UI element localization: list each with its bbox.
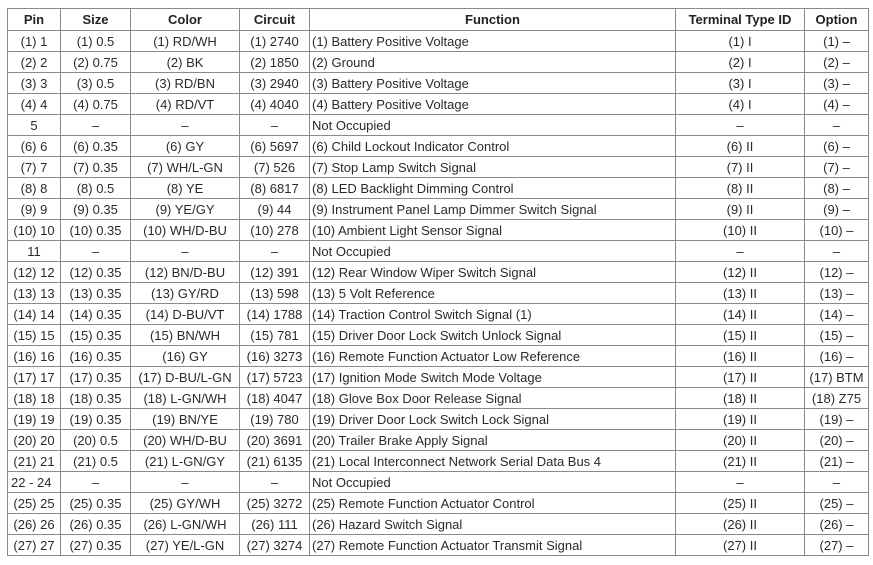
table-row [8, 241, 869, 262]
cell-pin: 22 - 24 [8, 472, 61, 493]
cell-size: (19) 0.35 [61, 409, 131, 430]
cell-pin: (1) 1 [8, 31, 61, 52]
cell-color: (16) GY [131, 346, 240, 367]
table-row [8, 346, 869, 367]
column-header-option: Option [805, 9, 869, 31]
cell-size: (6) 0.35 [61, 136, 131, 157]
cell-function: (6) Child Lockout Indicator Control [310, 136, 676, 157]
cell-size: (20) 0.5 [61, 430, 131, 451]
cell-terminal-type-id: (7) II [676, 157, 805, 178]
cell-option: (13) – [805, 283, 869, 304]
cell-circuit: (8) 6817 [240, 178, 310, 199]
cell-option: – [805, 241, 869, 262]
cell-option: (19) – [805, 409, 869, 430]
table-row [8, 514, 869, 535]
header-row [8, 9, 869, 31]
cell-option: (17) BTM [805, 367, 869, 388]
cell-size: (27) 0.35 [61, 535, 131, 556]
cell-function: (2) Ground [310, 52, 676, 73]
cell-option: (12) – [805, 262, 869, 283]
cell-circuit: (12) 391 [240, 262, 310, 283]
table-row [8, 430, 869, 451]
cell-function: (18) Glove Box Door Release Signal [310, 388, 676, 409]
cell-option: (25) – [805, 493, 869, 514]
cell-color: – [131, 115, 240, 136]
cell-size: – [61, 241, 131, 262]
cell-size: – [61, 472, 131, 493]
cell-terminal-type-id: (21) II [676, 451, 805, 472]
cell-terminal-type-id: (15) II [676, 325, 805, 346]
cell-size: (7) 0.35 [61, 157, 131, 178]
cell-color: (9) YE/GY [131, 199, 240, 220]
cell-circuit: (4) 4040 [240, 94, 310, 115]
cell-terminal-type-id: (20) II [676, 430, 805, 451]
cell-circuit: (13) 598 [240, 283, 310, 304]
cell-pin: (17) 17 [8, 367, 61, 388]
cell-pin: (14) 14 [8, 304, 61, 325]
cell-option: (8) – [805, 178, 869, 199]
column-header-circuit: Circuit [240, 9, 310, 31]
cell-terminal-type-id: (4) I [676, 94, 805, 115]
table-row [8, 262, 869, 283]
cell-size: (12) 0.35 [61, 262, 131, 283]
cell-pin: 5 [8, 115, 61, 136]
table-row [8, 31, 869, 52]
cell-color: (7) WH/L-GN [131, 157, 240, 178]
cell-pin: (2) 2 [8, 52, 61, 73]
cell-color: (19) BN/YE [131, 409, 240, 430]
cell-function: (20) Trailer Brake Apply Signal [310, 430, 676, 451]
cell-function: (8) LED Backlight Dimming Control [310, 178, 676, 199]
cell-pin: (10) 10 [8, 220, 61, 241]
cell-circuit: (25) 3272 [240, 493, 310, 514]
cell-circuit: (14) 1788 [240, 304, 310, 325]
cell-terminal-type-id: – [676, 115, 805, 136]
cell-pin: (19) 19 [8, 409, 61, 430]
cell-terminal-type-id: (12) II [676, 262, 805, 283]
cell-size: (3) 0.5 [61, 73, 131, 94]
cell-pin: (21) 21 [8, 451, 61, 472]
cell-terminal-type-id: (2) I [676, 52, 805, 73]
cell-color: (14) D-BU/VT [131, 304, 240, 325]
cell-function: Not Occupied [310, 241, 676, 262]
table-row [8, 388, 869, 409]
cell-color: – [131, 472, 240, 493]
cell-function: (14) Traction Control Switch Signal (1) [310, 304, 676, 325]
cell-terminal-type-id: (8) II [676, 178, 805, 199]
table-row [8, 283, 869, 304]
cell-size: (1) 0.5 [61, 31, 131, 52]
column-header-function: Function [310, 9, 676, 31]
table-row [8, 325, 869, 346]
cell-option: (15) – [805, 325, 869, 346]
cell-option: (14) – [805, 304, 869, 325]
cell-pin: (8) 8 [8, 178, 61, 199]
cell-color: (12) BN/D-BU [131, 262, 240, 283]
cell-function: (25) Remote Function Actuator Control [310, 493, 676, 514]
table-row [8, 472, 869, 493]
table-body [8, 31, 869, 556]
cell-circuit: (19) 780 [240, 409, 310, 430]
cell-size: (8) 0.5 [61, 178, 131, 199]
cell-function: (26) Hazard Switch Signal [310, 514, 676, 535]
cell-option: (26) – [805, 514, 869, 535]
cell-color: (20) WH/D-BU [131, 430, 240, 451]
cell-terminal-type-id: (3) I [676, 73, 805, 94]
cell-circuit: (7) 526 [240, 157, 310, 178]
cell-option: (21) – [805, 451, 869, 472]
cell-terminal-type-id: (10) II [676, 220, 805, 241]
cell-pin: (26) 26 [8, 514, 61, 535]
cell-option: (4) – [805, 94, 869, 115]
cell-color: (25) GY/WH [131, 493, 240, 514]
cell-circuit: – [240, 472, 310, 493]
cell-color: (27) YE/L-GN [131, 535, 240, 556]
cell-pin: (7) 7 [8, 157, 61, 178]
cell-terminal-type-id: (6) II [676, 136, 805, 157]
table-row [8, 115, 869, 136]
cell-circuit: (3) 2940 [240, 73, 310, 94]
table-row [8, 136, 869, 157]
table-row [8, 220, 869, 241]
column-header-pin: Pin [8, 9, 61, 31]
cell-circuit: (27) 3274 [240, 535, 310, 556]
cell-terminal-type-id: (14) II [676, 304, 805, 325]
cell-color: (13) GY/RD [131, 283, 240, 304]
cell-terminal-type-id: (13) II [676, 283, 805, 304]
cell-pin: 11 [8, 241, 61, 262]
cell-option: (16) – [805, 346, 869, 367]
table-row [8, 409, 869, 430]
cell-terminal-type-id: – [676, 472, 805, 493]
table-row [8, 199, 869, 220]
cell-size: (25) 0.35 [61, 493, 131, 514]
cell-size: (10) 0.35 [61, 220, 131, 241]
cell-function: (27) Remote Function Actuator Transmit Signal [310, 535, 676, 556]
cell-circuit: (15) 781 [240, 325, 310, 346]
table-row [8, 94, 869, 115]
cell-function: (3) Battery Positive Voltage [310, 73, 676, 94]
cell-size: (16) 0.35 [61, 346, 131, 367]
cell-function: (4) Battery Positive Voltage [310, 94, 676, 115]
cell-size: (4) 0.75 [61, 94, 131, 115]
cell-size: (13) 0.35 [61, 283, 131, 304]
cell-color: (18) L-GN/WH [131, 388, 240, 409]
cell-pin: (4) 4 [8, 94, 61, 115]
cell-circuit: (18) 4047 [240, 388, 310, 409]
cell-function: (16) Remote Function Actuator Low Reference [310, 346, 676, 367]
cell-terminal-type-id: (18) II [676, 388, 805, 409]
column-header-color: Color [131, 9, 240, 31]
cell-pin: (13) 13 [8, 283, 61, 304]
cell-circuit: – [240, 115, 310, 136]
cell-color: (6) GY [131, 136, 240, 157]
cell-pin: (6) 6 [8, 136, 61, 157]
column-header-size: Size [61, 9, 131, 31]
table-row [8, 73, 869, 94]
cell-function: Not Occupied [310, 472, 676, 493]
cell-color: (10) WH/D-BU [131, 220, 240, 241]
cell-option: – [805, 115, 869, 136]
cell-circuit: – [240, 241, 310, 262]
cell-size: (2) 0.75 [61, 52, 131, 73]
cell-function: Not Occupied [310, 115, 676, 136]
cell-circuit: (21) 6135 [240, 451, 310, 472]
table-row [8, 178, 869, 199]
cell-terminal-type-id: (27) II [676, 535, 805, 556]
cell-size: (18) 0.35 [61, 388, 131, 409]
table-row [8, 367, 869, 388]
cell-terminal-type-id: (26) II [676, 514, 805, 535]
cell-option: – [805, 472, 869, 493]
cell-option: (20) – [805, 430, 869, 451]
cell-function: (10) Ambient Light Sensor Signal [310, 220, 676, 241]
cell-color: (2) BK [131, 52, 240, 73]
table-row [8, 157, 869, 178]
cell-option: (18) Z75 [805, 388, 869, 409]
cell-option: (9) – [805, 199, 869, 220]
cell-pin: (12) 12 [8, 262, 61, 283]
cell-color: (26) L-GN/WH [131, 514, 240, 535]
cell-terminal-type-id: (1) I [676, 31, 805, 52]
cell-pin: (25) 25 [8, 493, 61, 514]
table-row [8, 451, 869, 472]
cell-option: (2) – [805, 52, 869, 73]
cell-pin: (3) 3 [8, 73, 61, 94]
cell-function: (1) Battery Positive Voltage [310, 31, 676, 52]
cell-function: (7) Stop Lamp Switch Signal [310, 157, 676, 178]
cell-pin: (18) 18 [8, 388, 61, 409]
cell-color: (17) D-BU/L-GN [131, 367, 240, 388]
cell-terminal-type-id: (17) II [676, 367, 805, 388]
cell-terminal-type-id: (19) II [676, 409, 805, 430]
cell-terminal-type-id: (25) II [676, 493, 805, 514]
cell-option: (1) – [805, 31, 869, 52]
table-row [8, 535, 869, 556]
cell-circuit: (16) 3273 [240, 346, 310, 367]
cell-pin: (16) 16 [8, 346, 61, 367]
column-header-terminal-type-id: Terminal Type ID [676, 9, 805, 31]
cell-size: – [61, 115, 131, 136]
cell-color: (21) L-GN/GY [131, 451, 240, 472]
cell-function: (17) Ignition Mode Switch Mode Voltage [310, 367, 676, 388]
cell-option: (3) – [805, 73, 869, 94]
cell-size: (15) 0.35 [61, 325, 131, 346]
cell-size: (14) 0.35 [61, 304, 131, 325]
cell-circuit: (20) 3691 [240, 430, 310, 451]
cell-terminal-type-id: – [676, 241, 805, 262]
cell-terminal-type-id: (16) II [676, 346, 805, 367]
cell-circuit: (1) 2740 [240, 31, 310, 52]
cell-pin: (27) 27 [8, 535, 61, 556]
cell-size: (9) 0.35 [61, 199, 131, 220]
cell-color: (15) BN/WH [131, 325, 240, 346]
cell-option: (10) – [805, 220, 869, 241]
cell-circuit: (2) 1850 [240, 52, 310, 73]
cell-size: (21) 0.5 [61, 451, 131, 472]
table-row [8, 52, 869, 73]
cell-function: (9) Instrument Panel Lamp Dimmer Switch Signal [310, 199, 676, 220]
cell-circuit: (6) 5697 [240, 136, 310, 157]
cell-option: (6) – [805, 136, 869, 157]
cell-function: (15) Driver Door Lock Switch Unlock Signal [310, 325, 676, 346]
cell-color: (1) RD/WH [131, 31, 240, 52]
cell-color: (4) RD/VT [131, 94, 240, 115]
cell-circuit: (10) 278 [240, 220, 310, 241]
cell-circuit: (26) 111 [240, 514, 310, 535]
cell-pin: (15) 15 [8, 325, 61, 346]
cell-color: (3) RD/BN [131, 73, 240, 94]
cell-size: (17) 0.35 [61, 367, 131, 388]
connector-pinout-table [7, 8, 869, 556]
cell-function: (21) Local Interconnect Network Serial Data Bus 4 [310, 451, 676, 472]
cell-option: (7) – [805, 157, 869, 178]
table-row [8, 493, 869, 514]
cell-color: (8) YE [131, 178, 240, 199]
cell-function: (13) 5 Volt Reference [310, 283, 676, 304]
cell-function: (19) Driver Door Lock Switch Lock Signal [310, 409, 676, 430]
cell-pin: (9) 9 [8, 199, 61, 220]
cell-circuit: (17) 5723 [240, 367, 310, 388]
cell-size: (26) 0.35 [61, 514, 131, 535]
table-row [8, 304, 869, 325]
cell-option: (27) – [805, 535, 869, 556]
cell-function: (12) Rear Window Wiper Switch Signal [310, 262, 676, 283]
cell-circuit: (9) 44 [240, 199, 310, 220]
cell-terminal-type-id: (9) II [676, 199, 805, 220]
cell-color: – [131, 241, 240, 262]
cell-pin: (20) 20 [8, 430, 61, 451]
